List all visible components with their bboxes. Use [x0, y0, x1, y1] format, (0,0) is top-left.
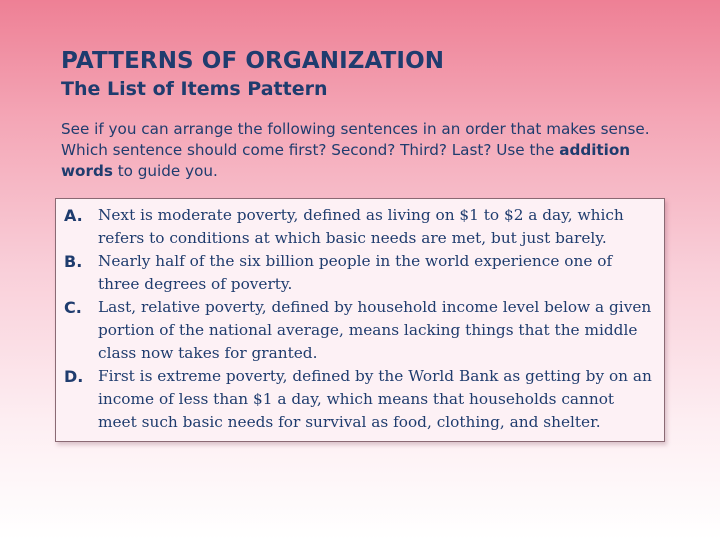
sentence-text: First is extreme poverty, defined by the World Bank as getting by on an income of less than $1 a day, which means that households cannot meet such basic needs for survival as food, clothing, and shelter.: [98, 367, 652, 431]
instructions-emphasis: addition words: [61, 141, 631, 180]
sentence-item-c: [64, 296, 656, 365]
sentence-item-a: [64, 204, 656, 250]
sentence-list-box: [55, 198, 665, 442]
sentence-letter: B.: [64, 252, 83, 271]
sentence-letter: C.: [64, 298, 82, 317]
instructions-text-before: See if you can arrange the following sentences in an order that makes sense. Which sentence should come first? Second? Third? Last? Use the: [61, 120, 650, 159]
sentence-letter: D.: [64, 367, 84, 386]
sentence-text: Next is moderate poverty, defined as living on $1 to $2 a day, which refers to conditions at which basic needs are met, but just barely.: [98, 206, 624, 247]
instructions-paragraph: [61, 119, 661, 182]
sentence-item-d: [64, 365, 656, 434]
slide-subtitle: The List of Items Pattern: [61, 78, 328, 100]
sentence-item-b: [64, 250, 656, 296]
instructions-text-after: to guide you.: [112, 162, 218, 180]
sentence-letter: A.: [64, 206, 83, 225]
sentence-text: Last, relative poverty, defined by household income level below a given portion of the national average, means lacking things that the middle class now takes for granted.: [98, 298, 652, 362]
sentence-text: Nearly half of the six billion people in the world experience one of three degrees of poverty.: [98, 252, 613, 293]
slide-title: PATTERNS OF ORGANIZATION: [61, 48, 445, 74]
